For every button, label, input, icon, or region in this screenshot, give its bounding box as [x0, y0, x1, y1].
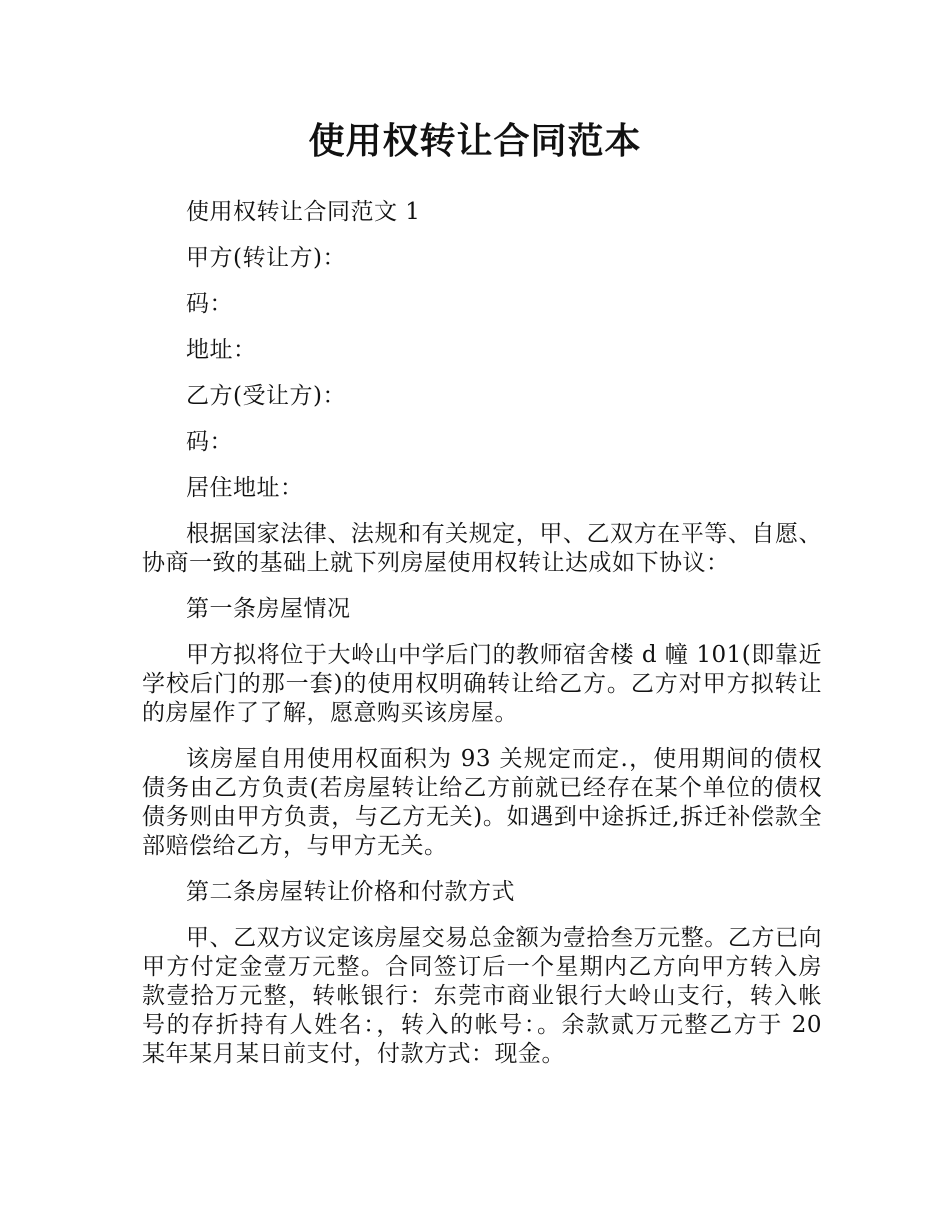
document-title: 使用权转让合同范本: [308, 121, 642, 162]
party-a-address-label: 地址：: [186, 337, 257, 363]
party-a-label: 甲方(转让方)：: [186, 245, 346, 271]
preamble-paragraph: 根据国家法律、法规和有关规定，甲、乙双方在平等、自愿、协商一致的基础上就下列房屋使用权转让达成如下协议：: [142, 521, 822, 576]
payment-paragraph: 甲、乙双方议定该房屋交易总金额为壹拾叁万元整。乙方已向甲方付定金壹万元整。合同签订后一个星期内乙方向甲方转入房款壹拾万元整，转帐银行：东莞市商业银行大岭山支行，转入帐号的存折持有人姓名：，转入的帐号：。余款贰万元整乙方于 20 某年某月某日前支付，付款方式：现金。: [142, 925, 822, 1067]
article-1-paragraph: 甲方拟将位于大岭山中学后门的教师宿舍楼 d 幢 101(即靠近学校后门的那一套)的使用权明确转让给乙方。乙方对甲方拟转让的房屋作了了解，愿意购买该房屋。: [142, 642, 822, 726]
party-b-label: 乙方(受让方)：: [186, 383, 346, 409]
document-body: [142, 198, 822, 1086]
party-b-code-label: 码：: [186, 429, 233, 455]
party-b-address-label: 居住地址：: [186, 475, 304, 501]
paragraph-heading: 使用权转让合同范文 1: [186, 199, 421, 225]
article-2-heading: 第二条房屋转让价格和付款方式: [186, 879, 515, 905]
party-a-code-label: 码：: [186, 291, 233, 317]
area-debt-paragraph: 该房屋自用使用权面积为 93 关规定而定.，使用期间的债权债务由乙方负责(若房屋转让给乙方前就已经存在某个单位的债权债务则由甲方负责，与乙方无关)。如遇到中途拆迁,拆迁补偿款全部赔偿给乙方，与甲方无关。: [142, 746, 822, 859]
article-1-heading: 第一条房屋情况: [186, 596, 351, 622]
